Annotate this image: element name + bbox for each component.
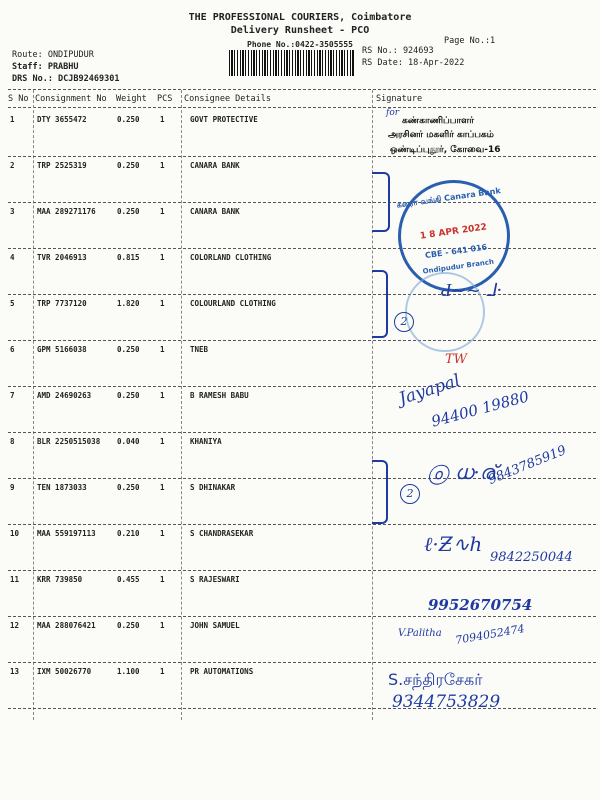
row-consignee: COLORLAND CLOTHING bbox=[190, 253, 272, 262]
route: Route: ONDIPUDUR bbox=[12, 50, 94, 60]
row-divider bbox=[8, 432, 596, 433]
col-consignment: Consignment No bbox=[35, 94, 107, 104]
signature-scribble: Ԁ~~ ⅃· bbox=[440, 280, 503, 301]
row-consignment: MAA 559197113 bbox=[37, 529, 96, 538]
row-consignee: S DHINAKAR bbox=[190, 483, 236, 492]
annotation-phone-7: 94400 19880 bbox=[429, 387, 531, 431]
row-divider bbox=[8, 524, 596, 525]
row-divider bbox=[8, 340, 596, 341]
table-row bbox=[0, 437, 600, 451]
row-sno: 6 bbox=[10, 345, 15, 354]
page-number: Page No.:1 bbox=[444, 36, 496, 46]
stamp-date: 1 8 APR 2022 bbox=[419, 222, 488, 242]
row-divider bbox=[8, 616, 596, 617]
table-row bbox=[0, 207, 600, 221]
annotation-name-13: S.சந்திரசேகர் bbox=[388, 670, 483, 689]
row-weight: 0.250 bbox=[117, 345, 140, 354]
table-row bbox=[0, 115, 600, 129]
row-consignment: BLR 2250515038 bbox=[37, 437, 101, 446]
rs-date: RS Date: 18-Apr-2022 bbox=[362, 58, 465, 68]
row-consignee: PR AUTOMATIONS bbox=[190, 667, 254, 676]
rs-number: RS No.: 924693 bbox=[362, 46, 434, 56]
row-weight: 0.250 bbox=[117, 207, 140, 216]
circled-number: 2 bbox=[394, 312, 414, 332]
row-divider bbox=[8, 570, 596, 571]
phone-number: Phone No.:0422-3505555 bbox=[247, 40, 353, 49]
row-pcs: 1 bbox=[160, 529, 165, 538]
circled-number: 2 bbox=[400, 484, 420, 504]
annotation-tw: TW bbox=[445, 352, 468, 367]
col-sno: S No bbox=[8, 94, 29, 104]
row-sno: 2 bbox=[10, 161, 15, 170]
signature-scribble: ℓ·Ƶ∿h bbox=[424, 532, 483, 556]
barcode bbox=[229, 50, 354, 76]
row-sno: 10 bbox=[10, 529, 20, 538]
annotation-for: for bbox=[386, 108, 400, 118]
annotation-phone-11: 9952670754 bbox=[428, 596, 533, 614]
row-divider bbox=[8, 202, 596, 203]
row-sno: 4 bbox=[10, 253, 15, 262]
row-sno: 1 bbox=[10, 115, 15, 124]
row-divider bbox=[8, 662, 596, 663]
row-weight: 0.210 bbox=[117, 529, 140, 538]
row-weight: 0.455 bbox=[117, 575, 140, 584]
document-title: Delivery Runsheet - PCO bbox=[230, 25, 370, 36]
row-consignment: AMD 24690263 bbox=[37, 391, 92, 400]
row-consignment: MAA 288076421 bbox=[37, 621, 96, 630]
row-pcs: 1 bbox=[160, 437, 165, 446]
bracket-mark bbox=[372, 172, 390, 232]
annotation-tamil-1: கண்காணிப்பாளர் bbox=[402, 116, 474, 126]
row-pcs: 1 bbox=[160, 345, 165, 354]
row-pcs: 1 bbox=[160, 115, 165, 124]
row-consignee: COLOURLAND CLOTHING bbox=[190, 299, 276, 308]
row-consignee: TNEB bbox=[190, 345, 209, 354]
col-consignee: Consignee Details bbox=[184, 94, 271, 104]
row-consignment: TRP 7737120 bbox=[37, 299, 87, 308]
row-consignee: S RAJESWARI bbox=[190, 575, 240, 584]
row-consignment: MAA 289271176 bbox=[37, 207, 96, 216]
signature-scribble: ⓞ ധ·ര് bbox=[428, 460, 496, 484]
row-sno: 8 bbox=[10, 437, 15, 446]
company-title: THE PROFESSIONAL COURIERS, Coimbatore bbox=[188, 12, 412, 23]
table-row bbox=[0, 161, 600, 175]
annotation-phone-12: 7094052474 bbox=[454, 622, 526, 647]
drs-number: DRS No.: DCJB92469301 bbox=[12, 74, 120, 84]
table-row bbox=[0, 483, 600, 497]
row-weight: 0.250 bbox=[117, 483, 140, 492]
row-consignment: IXM 50026770 bbox=[37, 667, 92, 676]
row-weight: 1.820 bbox=[117, 299, 140, 308]
row-weight: 0.815 bbox=[117, 253, 140, 262]
row-divider bbox=[8, 708, 596, 709]
row-pcs: 1 bbox=[160, 621, 165, 630]
bracket-mark bbox=[372, 270, 388, 338]
signature-jayapal: Jayapal bbox=[396, 370, 463, 410]
row-weight: 0.040 bbox=[117, 437, 140, 446]
row-consignee: B RAMESH BABU bbox=[190, 391, 249, 400]
table-row bbox=[0, 345, 600, 359]
row-consignee: S CHANDRASEKAR bbox=[190, 529, 254, 538]
table-row bbox=[0, 575, 600, 589]
row-sno: 7 bbox=[10, 391, 15, 400]
annotation-phone-10: 9842250044 bbox=[490, 550, 573, 565]
row-pcs: 1 bbox=[160, 161, 165, 170]
row-consignee: JOHN SAMUEL bbox=[190, 621, 240, 630]
table-row bbox=[0, 299, 600, 313]
row-weight: 0.250 bbox=[117, 115, 140, 124]
annotation-tamil-2: அரசினர் மகளிர் காப்பகம் bbox=[388, 130, 494, 140]
annotation-name-12: V.Palitha bbox=[398, 628, 442, 639]
row-consignee: CANARA BANK bbox=[190, 161, 240, 170]
row-sno: 5 bbox=[10, 299, 15, 308]
stamp-code: CBE - 641 016 bbox=[424, 242, 488, 261]
table-header bbox=[0, 94, 600, 106]
row-sno: 12 bbox=[10, 621, 20, 630]
col-weight: Weight bbox=[116, 94, 147, 104]
row-divider bbox=[8, 294, 596, 295]
header-divider-bottom bbox=[8, 107, 596, 108]
row-consignment: GPM 5166038 bbox=[37, 345, 87, 354]
bracket-mark bbox=[372, 460, 388, 524]
header-divider-top bbox=[8, 89, 596, 90]
col-pcs: PCS bbox=[157, 94, 173, 104]
row-consignment: TRP 2525319 bbox=[37, 161, 87, 170]
row-pcs: 1 bbox=[160, 667, 165, 676]
row-pcs: 1 bbox=[160, 299, 165, 308]
row-divider bbox=[8, 156, 596, 157]
row-weight: 0.250 bbox=[117, 161, 140, 170]
row-consignment: TEN 1873033 bbox=[37, 483, 87, 492]
row-pcs: 1 bbox=[160, 391, 165, 400]
stamp-bank-name: கனரா வங்கி Canara Bank bbox=[396, 186, 502, 210]
col-signature: Signature bbox=[376, 94, 423, 104]
row-pcs: 1 bbox=[160, 253, 165, 262]
row-consignee: GOVT PROTECTIVE bbox=[190, 115, 258, 124]
annotation-phone-9: 9843785919 bbox=[486, 443, 569, 488]
row-sno: 3 bbox=[10, 207, 15, 216]
row-weight: 0.250 bbox=[117, 391, 140, 400]
row-pcs: 1 bbox=[160, 575, 165, 584]
annotation-phone-13: 9344753829 bbox=[392, 692, 501, 712]
row-sno: 13 bbox=[10, 667, 20, 676]
row-sno: 9 bbox=[10, 483, 15, 492]
row-consignee: CANARA BANK bbox=[190, 207, 240, 216]
stamp-branch: Ondipudur Branch bbox=[422, 257, 495, 276]
row-consignee: KHANIYA bbox=[190, 437, 222, 446]
annotation-tamil-3: ஒண்டிப்புதூர், கோவை-16 bbox=[390, 145, 501, 155]
table-row bbox=[0, 529, 600, 543]
row-consignment: DTY 3655472 bbox=[37, 115, 87, 124]
row-weight: 1.100 bbox=[117, 667, 140, 676]
row-sno: 11 bbox=[10, 575, 20, 584]
table-row bbox=[0, 667, 600, 681]
row-consignment: TVR 2046913 bbox=[37, 253, 87, 262]
staff: Staff: PRABHU bbox=[12, 62, 79, 72]
row-divider bbox=[8, 386, 596, 387]
row-consignment: KRR 739850 bbox=[37, 575, 83, 584]
row-weight: 0.250 bbox=[117, 621, 140, 630]
row-pcs: 1 bbox=[160, 483, 165, 492]
row-pcs: 1 bbox=[160, 207, 165, 216]
